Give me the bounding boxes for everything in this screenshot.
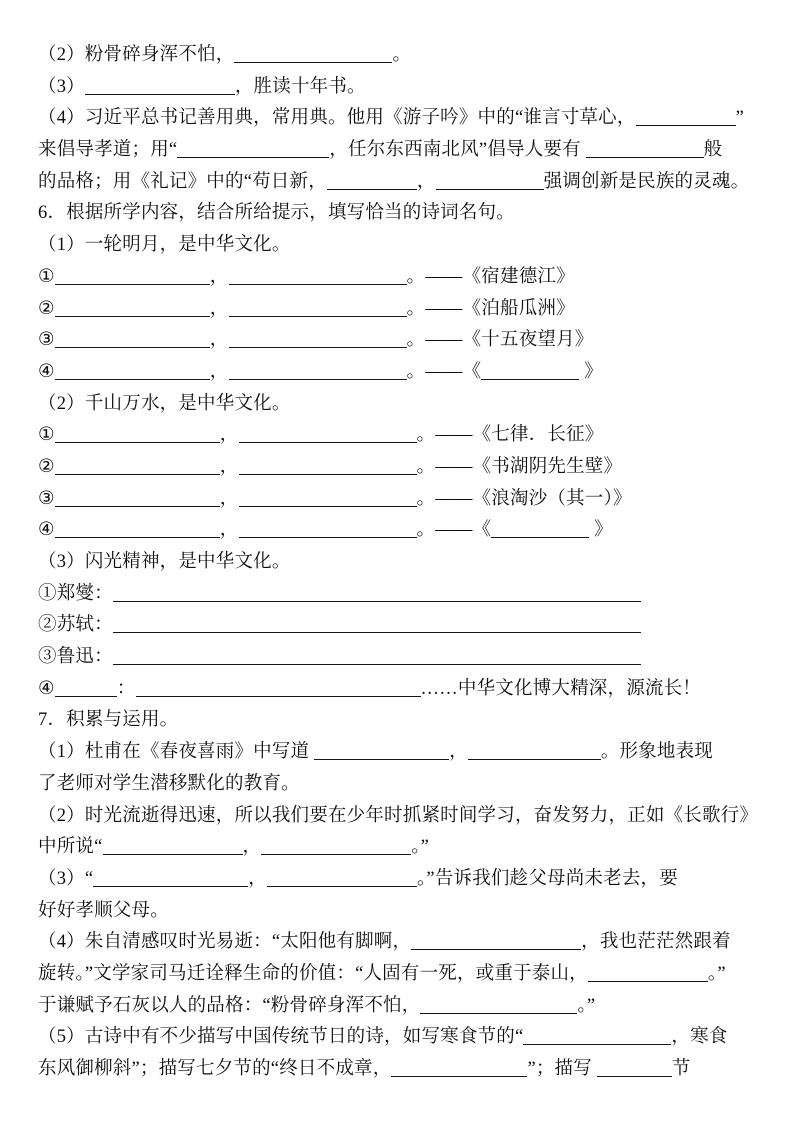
- answer-blank: [597, 1060, 672, 1077]
- text-segment: （3）闪光精神，是中华文化。: [38, 552, 291, 572]
- answer-blank: [636, 109, 736, 126]
- text-segment: 》: [579, 361, 603, 382]
- text-segment: ，: [209, 361, 229, 382]
- text-segment: 。——《: [406, 361, 482, 382]
- q6-section2-header: [38, 389, 765, 421]
- text-segment: 。——《十五夜望月》: [406, 330, 594, 351]
- text-segment: ，: [248, 868, 267, 889]
- text-segment: ，: [449, 742, 468, 763]
- answer-blank: [481, 363, 579, 380]
- question-3: [38, 72, 765, 104]
- text-segment: ①郑燮：: [38, 583, 113, 604]
- text-segment: 。——《宿建德江》: [406, 266, 575, 287]
- answer-blank: [327, 173, 417, 190]
- answer-blank: [55, 680, 117, 697]
- q7-3-part2: [38, 896, 765, 928]
- q7-5-part1: [38, 1022, 765, 1054]
- answer-blank: [55, 268, 210, 285]
- text-segment: ①: [38, 425, 55, 446]
- text-segment: ：: [116, 678, 136, 699]
- text-segment: 节: [671, 1059, 691, 1079]
- text-segment: 好好孝顺父母。: [38, 900, 169, 921]
- answer-blank: [239, 521, 417, 538]
- q6-s3-item-3: [38, 642, 765, 674]
- q6-section3-header: [38, 547, 765, 579]
- answer-blank: [136, 680, 421, 697]
- text-segment: （2）粉骨碎身浑不怕，: [38, 45, 235, 65]
- text-segment: ，任尔东西南北风”倡导人要有: [329, 140, 586, 161]
- answer-blank: [586, 141, 704, 158]
- answer-blank: [113, 585, 641, 602]
- text-segment: ②: [38, 298, 55, 319]
- q7-2-part1: [38, 801, 765, 833]
- text-segment: （5）古诗中有不少描写中国传统节日的诗，如写寒食节的“: [38, 1027, 524, 1048]
- q6-section1-header: [38, 230, 765, 262]
- text-segment: （3）: [38, 76, 85, 97]
- text-segment: （2）时光流逝得迅速，所以我们要在少年时抓紧时间学习，奋发努力，正如《长歌行》: [38, 805, 759, 826]
- question-4-part3: [38, 167, 765, 199]
- answer-blank: [85, 78, 235, 95]
- answer-blank: [55, 426, 220, 443]
- text-segment: （4）习近平总书记善用典，常用典。他用《游子吟》中的“谁言寸草心，: [38, 108, 636, 129]
- text-segment: ，: [242, 837, 262, 858]
- question-4-part1: [38, 103, 765, 135]
- text-segment: 。形象地表现: [600, 742, 713, 763]
- q7-4-part1: [38, 927, 765, 959]
- text-segment: ④: [38, 361, 55, 382]
- answer-blank: [177, 141, 329, 158]
- answer-blank: [436, 173, 544, 190]
- q7-3-part1: [38, 864, 765, 896]
- text-segment: 。”告诉我们趁父母尚未老去，要: [416, 868, 678, 889]
- question-6-stem: [38, 198, 765, 230]
- answer-blank: [55, 300, 210, 317]
- text-segment: 。: [392, 45, 412, 65]
- text-segment: ，: [219, 520, 239, 541]
- question-7-stem: [38, 705, 765, 737]
- answer-blank: [239, 458, 417, 475]
- answer-blank: [113, 616, 641, 633]
- text-segment: 》: [589, 520, 613, 541]
- text-segment: 强调创新是民族的灵魂。: [543, 171, 750, 192]
- text-segment: ②苏轼：: [38, 615, 113, 636]
- q6-s2-item-2: [38, 452, 765, 484]
- text-segment: 。——《七律．长征》: [416, 425, 604, 446]
- text-segment: 。——《: [416, 520, 492, 541]
- q6-s3-item-1: [38, 579, 765, 611]
- text-segment: ”；描写: [527, 1059, 597, 1079]
- text-segment: 的品格；用《礼记》中的“苟日新，: [38, 171, 327, 192]
- text-segment: 东风御柳斜”；描写七夕节的“终日不成章，: [38, 1059, 392, 1079]
- text-segment: 7．积累与运用。: [38, 710, 179, 731]
- text-segment: 。”: [577, 995, 596, 1016]
- answer-blank: [588, 965, 708, 982]
- text-segment: ，胜读十年书。: [234, 76, 366, 97]
- answer-blank: [113, 648, 641, 665]
- text-segment: 。”: [411, 837, 430, 858]
- text-segment: ③: [38, 488, 55, 509]
- answer-blank: [468, 743, 601, 760]
- q6-s2-item-4: [38, 515, 765, 547]
- text-segment: ”: [735, 108, 744, 129]
- answer-blank: [391, 1060, 527, 1077]
- q7-4-part2: [38, 959, 765, 991]
- text-segment: ，: [416, 171, 436, 192]
- text-segment: 。——《浪淘沙（其一）》: [416, 488, 632, 509]
- text-segment: 了老师对学生潜移默化的教育。: [38, 773, 300, 794]
- answer-blank: [55, 363, 210, 380]
- text-segment: ，: [209, 298, 229, 319]
- answer-blank: [491, 521, 589, 538]
- answer-blank: [239, 490, 417, 507]
- text-segment: ，寒食: [671, 1027, 728, 1048]
- question-4-part2: [38, 135, 765, 167]
- text-segment: ，: [209, 330, 229, 351]
- answer-blank: [55, 521, 220, 538]
- text-segment: ……中华文化博大精深，源流长！: [420, 678, 702, 699]
- answer-blank: [229, 363, 407, 380]
- document-body: [38, 40, 765, 1086]
- answer-blank: [229, 268, 407, 285]
- answer-blank: [420, 997, 577, 1014]
- q6-s2-item-1: [38, 420, 765, 452]
- answer-blank: [261, 838, 411, 855]
- text-segment: ③: [38, 330, 55, 351]
- q6-s1-item-1: [38, 262, 765, 294]
- answer-blank: [239, 426, 417, 443]
- text-segment: ③鲁迅：: [38, 647, 113, 668]
- q6-s1-item-3: [38, 325, 765, 357]
- text-segment: 般: [703, 140, 723, 161]
- text-segment: （2）千山万水，是中华文化。: [38, 393, 291, 414]
- q7-1-part1: [38, 737, 765, 769]
- text-segment: （1）杜甫在《春夜喜雨》中写道: [38, 742, 315, 763]
- answer-blank: [229, 300, 407, 317]
- q7-4-part3: [38, 991, 765, 1023]
- text-segment: 于谦赋予石灰以人的品格：“粉骨碎身浑不怕，: [38, 995, 421, 1016]
- text-segment: ，: [209, 266, 229, 287]
- answer-blank: [55, 331, 210, 348]
- q7-5-part2: [38, 1054, 765, 1086]
- text-segment: 。——《泊船瓜洲》: [406, 298, 575, 319]
- q7-1-part2: [38, 769, 765, 801]
- text-segment: 6．根据所学内容，结合所给提示，填写恰当的诗词名句。: [38, 203, 515, 224]
- text-segment: 。”: [707, 963, 726, 984]
- answer-blank: [267, 870, 417, 887]
- answer-blank: [93, 870, 248, 887]
- answer-blank: [234, 46, 392, 63]
- text-segment: 。——《书湖阴先生壁》: [416, 456, 623, 477]
- text-segment: ④: [38, 678, 55, 699]
- q6-s3-item-4: [38, 674, 765, 706]
- q7-2-part2: [38, 832, 765, 864]
- text-segment: （3）“: [38, 868, 94, 889]
- text-segment: ，: [219, 488, 239, 509]
- text-segment: 来倡导孝道；用“: [38, 140, 178, 161]
- text-segment: （1）一轮明月，是中华文化。: [38, 235, 291, 256]
- text-segment: ④: [38, 520, 55, 541]
- answer-blank: [314, 743, 449, 760]
- text-segment: ①: [38, 266, 55, 287]
- question-2: [38, 40, 765, 72]
- q6-s2-item-3: [38, 484, 765, 516]
- answer-blank: [229, 331, 407, 348]
- text-segment: ，我也茫茫然跟着: [581, 932, 731, 953]
- q6-s3-item-2: [38, 610, 765, 642]
- answer-blank: [55, 458, 220, 475]
- text-segment: ②: [38, 456, 55, 477]
- text-segment: 旋转。”文学家司马迁诠释生命的价值：“人固有一死，或重于泰山，: [38, 963, 588, 984]
- answer-blank: [55, 490, 220, 507]
- answer-blank: [411, 933, 581, 950]
- text-segment: 中所说“: [38, 837, 103, 858]
- q6-s1-item-4: [38, 357, 765, 389]
- answer-blank: [103, 838, 243, 855]
- text-segment: （4）朱自清感叹时光易逝：“太阳他有脚啊，: [38, 932, 412, 953]
- text-segment: ，: [219, 425, 239, 446]
- answer-blank: [523, 1028, 671, 1045]
- q6-s1-item-2: [38, 294, 765, 326]
- text-segment: ，: [219, 456, 239, 477]
